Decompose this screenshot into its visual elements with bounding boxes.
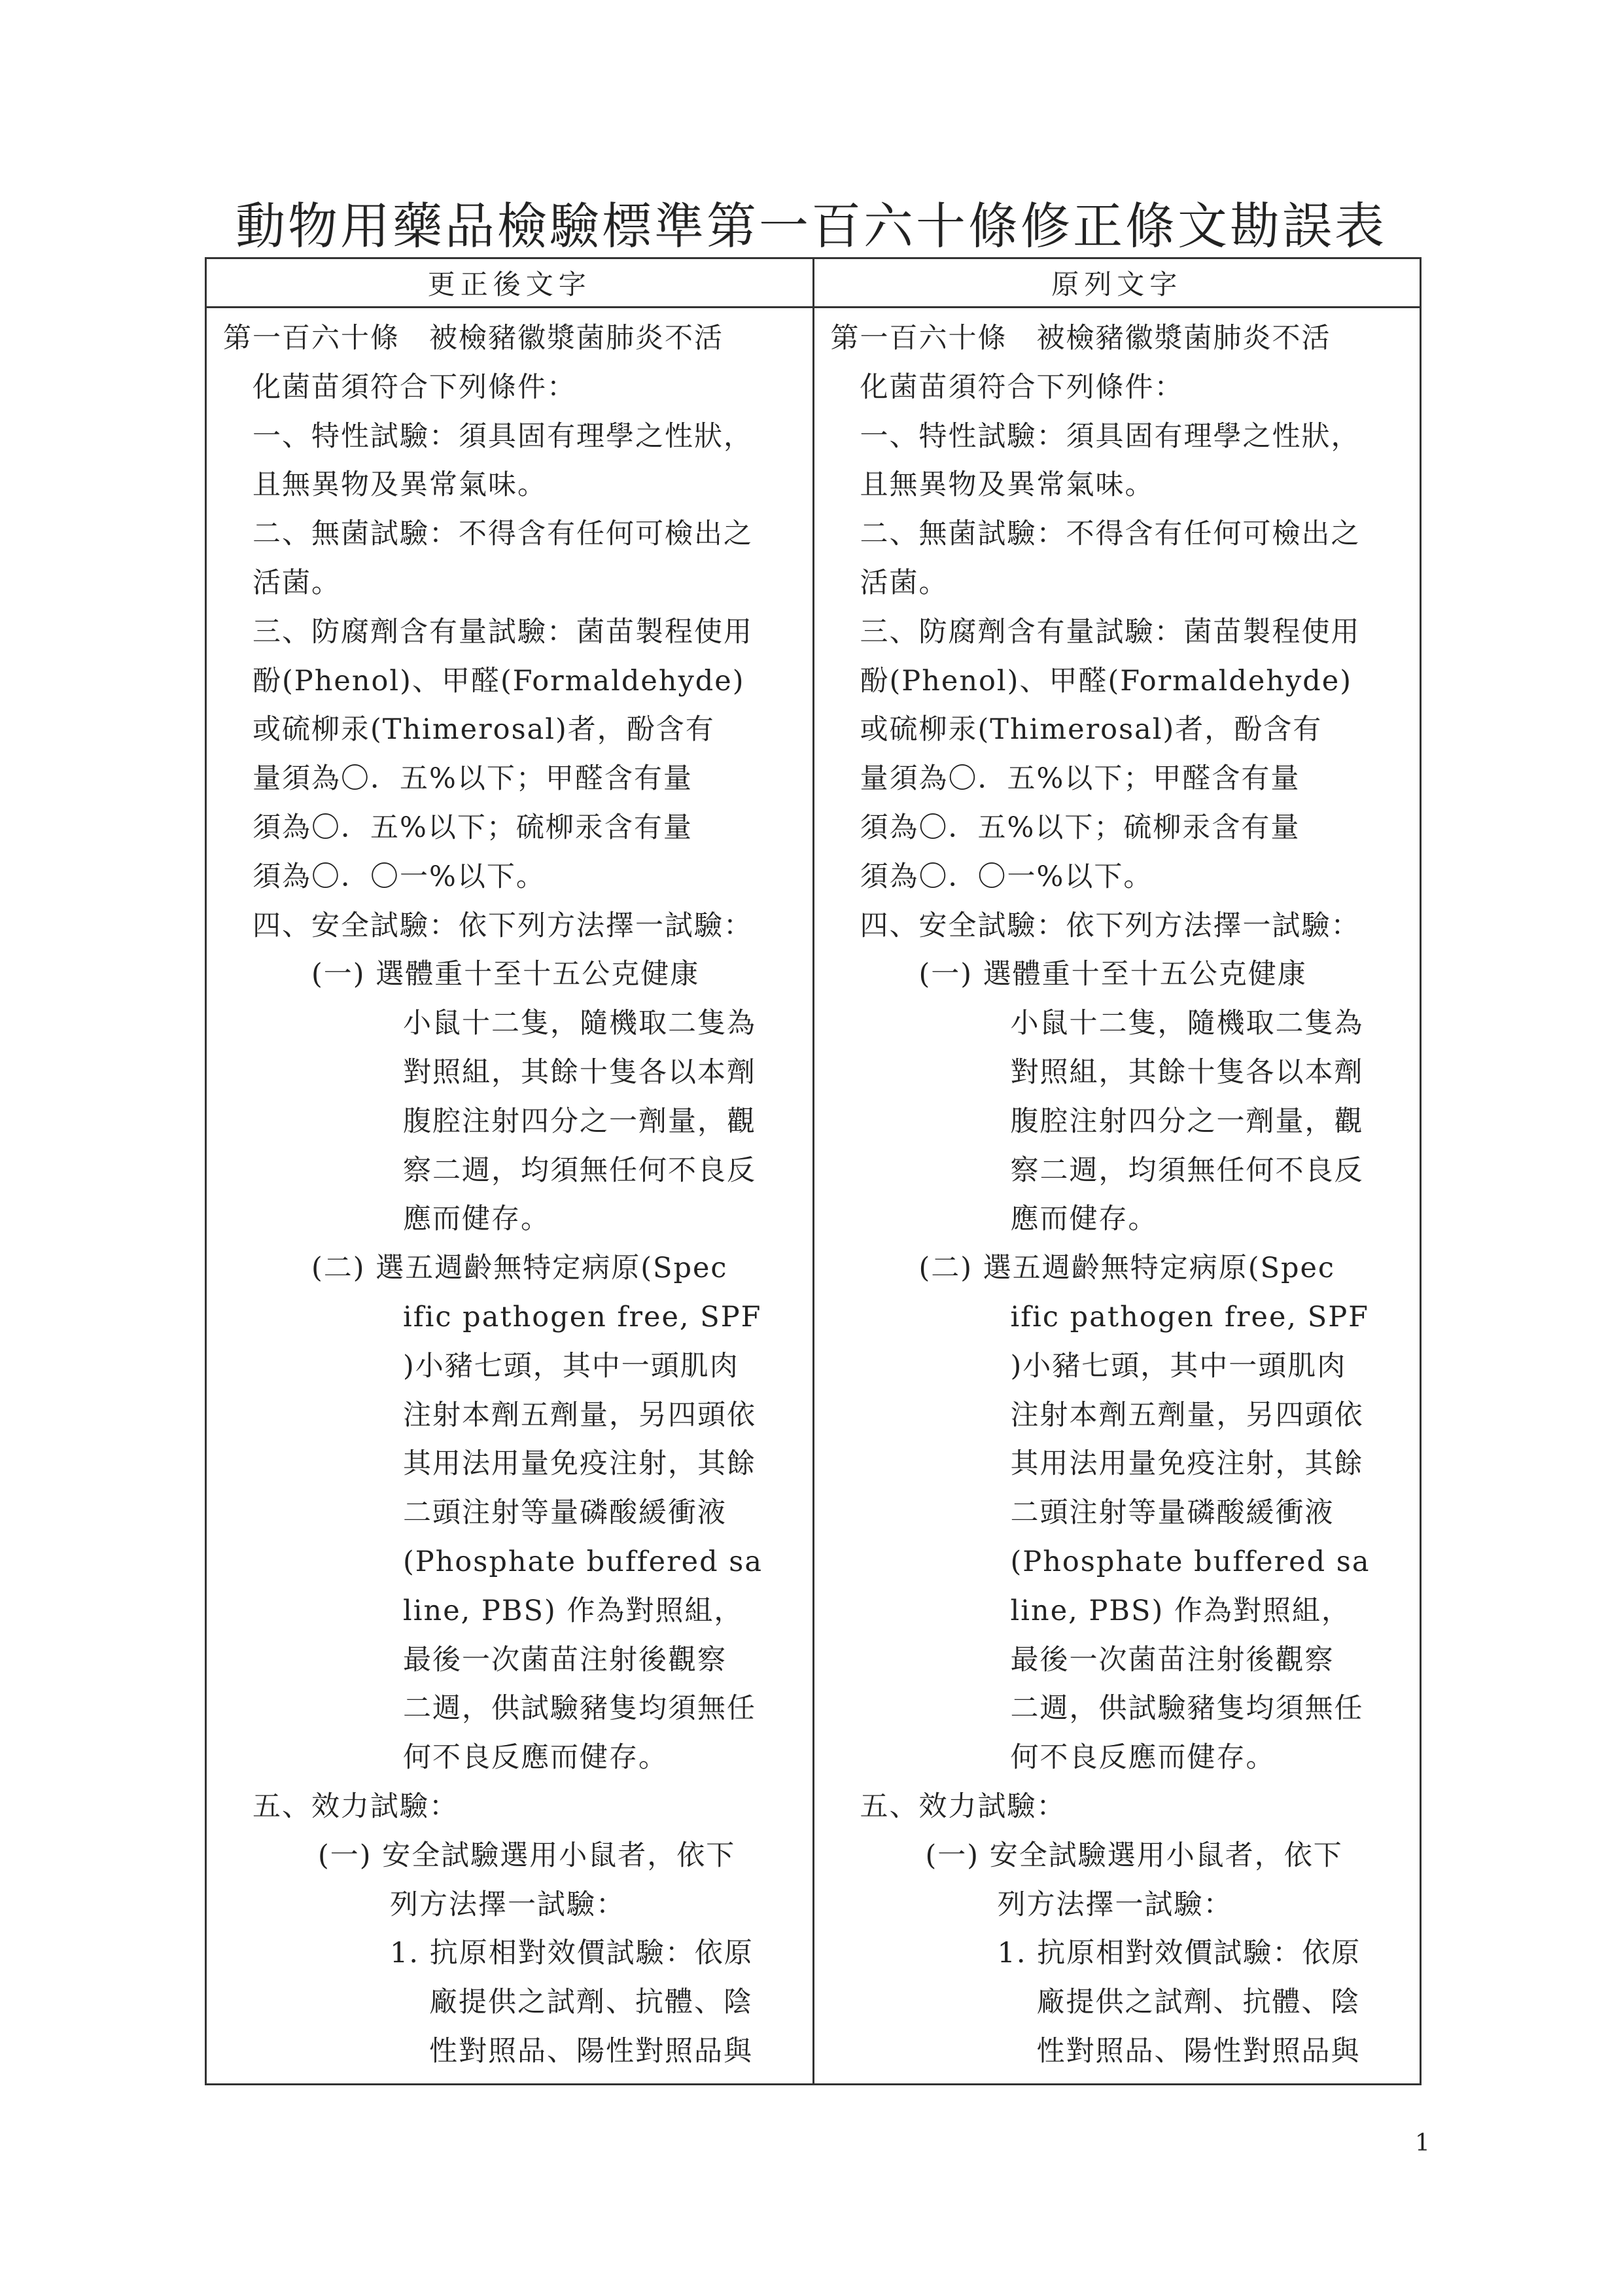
text-line: ific pathogen free, SPF <box>1010 1301 1369 1333</box>
text-line: 何不良反應而健存。 <box>1010 1741 1276 1775</box>
text-line: 何不良反應而健存。 <box>403 1741 668 1775</box>
document-title: 動物用藥品檢驗標準第一百六十條修正條文勘誤表 <box>236 197 1387 255</box>
text-line: 1. 抗原相對效價試驗：依原 <box>997 1937 1361 1970</box>
text-line: 二、無菌試驗：不得含有任何可檢出之 <box>253 518 753 551</box>
text-line: 小鼠十二隻，隨機取二隻為 <box>1010 1007 1364 1040</box>
text-line: 腹腔注射四分之一劑量，觀 <box>1010 1104 1364 1138</box>
text-line: 五、效力試驗： <box>253 1790 459 1823</box>
text-line: 察二週，均須無任何不良反 <box>1010 1154 1364 1187</box>
text-line: 其用法用量免疫注射，其餘 <box>1010 1447 1364 1481</box>
text-line: )小豬七頭，其中一頭肌肉 <box>403 1349 739 1383</box>
text-line: 三、防腐劑含有量試驗：菌苗製程使用 <box>860 615 1361 648</box>
text-line: 酚(Phenol)、甲醛(Formaldehyde) <box>860 664 1353 698</box>
text-line: (一) 安全試驗選用小鼠者，依下 <box>318 1839 736 1872</box>
text-line: 且無異物及異常氣味。 <box>253 468 547 502</box>
text-line: 須為〇．〇一%以下。 <box>253 860 546 893</box>
text-line: 對照組，其餘十隻各以本劑 <box>403 1056 756 1089</box>
text-line: 腹腔注射四分之一劑量，觀 <box>403 1104 756 1138</box>
text-line: 對照組，其餘十隻各以本劑 <box>1010 1056 1364 1089</box>
text-line: 應而健存。 <box>1010 1203 1158 1236</box>
text-line: 最後一次菌苗注射後觀察 <box>1010 1643 1335 1676</box>
text-line: (一) 選體重十至十五公克健康 <box>918 958 1307 991</box>
text-line: 最後一次菌苗注射後觀察 <box>403 1643 727 1676</box>
text-line: 第一百六十條 被檢豬徽漿菌肺炎不活 <box>830 322 1331 355</box>
text-line: 應而健存。 <box>403 1203 550 1236</box>
text-line: 廠提供之試劑、抗體、陰 <box>1036 1986 1361 2019</box>
text-line: 五、效力試驗： <box>860 1790 1066 1823</box>
text-line: 須為〇．五%以下；硫柳汞含有量 <box>860 811 1300 844</box>
text-line: 注射本劑五劑量，另四頭依 <box>403 1398 756 1432</box>
text-line: 一、特性試驗：須具固有理學之性狀， <box>860 419 1361 453</box>
text-line: 列方法擇一試驗： <box>390 1888 625 1921</box>
text-line: (二) 選五週齡無特定病原(Spec <box>918 1252 1336 1285</box>
text-line: 酚(Phenol)、甲醛(Formaldehyde) <box>253 664 745 698</box>
text-line: 廠提供之試劑、抗體、陰 <box>429 1986 753 2019</box>
text-line: 且無異物及異常氣味。 <box>860 468 1155 502</box>
text-line: 化菌苗須符合下列條件： <box>253 370 576 404</box>
text-line: 四、安全試驗：依下列方法擇一試驗： <box>860 909 1361 942</box>
text-line: 列方法擇一試驗： <box>997 1888 1233 1921</box>
header-corrected-text: 更正後文字 <box>206 258 814 308</box>
text-line: 二週，供試驗豬隻均須無任 <box>403 1692 756 1725</box>
original-text-cell <box>813 308 1421 2085</box>
text-line: 二週，供試驗豬隻均須無任 <box>1010 1692 1364 1725</box>
text-line: 注射本劑五劑量，另四頭依 <box>1010 1398 1364 1432</box>
table-header-row <box>206 258 1421 308</box>
text-line: ific pathogen free, SPF <box>403 1301 762 1333</box>
text-line: 第一百六十條 被檢豬徽漿菌肺炎不活 <box>223 322 724 355</box>
text-line: line, PBS) 作為對照組， <box>403 1594 744 1627</box>
text-line: 二頭注射等量磷酸緩衝液 <box>403 1496 727 1530</box>
corrected-text-cell <box>206 308 814 2085</box>
text-line: 須為〇．〇一%以下。 <box>860 860 1153 893</box>
text-line: 察二週，均須無任何不良反 <box>403 1154 756 1187</box>
text-line: 量須為〇．五%以下；甲醛含有量 <box>860 762 1300 796</box>
text-line: (二) 選五週齡無特定病原(Spec <box>311 1252 728 1285</box>
text-line: 量須為〇．五%以下；甲醛含有量 <box>253 762 693 796</box>
text-line: 活菌。 <box>253 567 341 599</box>
text-line: 須為〇．五%以下；硫柳汞含有量 <box>253 811 693 844</box>
table-body-row <box>206 308 1421 2085</box>
text-line: 活菌。 <box>860 567 949 599</box>
text-line: 或硫柳汞(Thimerosal)者，酚含有 <box>860 713 1323 747</box>
text-line: 化菌苗須符合下列條件： <box>860 370 1184 404</box>
header-original-text: 原列文字 <box>813 258 1421 308</box>
text-line: 一、特性試驗：須具固有理學之性狀， <box>253 419 753 453</box>
page-number: 1 <box>1415 2130 1430 2157</box>
text-line: (一) 安全試驗選用小鼠者，依下 <box>925 1839 1343 1872</box>
text-line: (一) 選體重十至十五公克健康 <box>311 958 700 991</box>
errata-table <box>205 257 1422 2085</box>
text-line: )小豬七頭，其中一頭肌肉 <box>1010 1349 1347 1383</box>
text-line: 其用法用量免疫注射，其餘 <box>403 1447 756 1481</box>
text-line: 1. 抗原相對效價試驗：依原 <box>390 1937 754 1970</box>
text-line: (Phosphate buffered sa <box>1010 1545 1370 1578</box>
original-text-column <box>814 308 1420 2083</box>
text-line: 性對照品、陽性對照品與 <box>429 2035 753 2068</box>
text-line: line, PBS) 作為對照組， <box>1010 1594 1351 1627</box>
text-line: 二頭注射等量磷酸緩衝液 <box>1010 1496 1335 1530</box>
text-line: 三、防腐劑含有量試驗：菌苗製程使用 <box>253 615 753 648</box>
text-line: 性對照品、陽性對照品與 <box>1036 2035 1361 2068</box>
text-line: 或硫柳汞(Thimerosal)者，酚含有 <box>253 713 715 747</box>
text-line: 小鼠十二隻，隨機取二隻為 <box>403 1007 756 1040</box>
text-line: 二、無菌試驗：不得含有任何可檢出之 <box>860 518 1361 551</box>
corrected-text-column <box>207 308 812 2083</box>
text-line: (Phosphate buffered sa <box>403 1545 763 1578</box>
text-line: 四、安全試驗：依下列方法擇一試驗： <box>253 909 753 942</box>
